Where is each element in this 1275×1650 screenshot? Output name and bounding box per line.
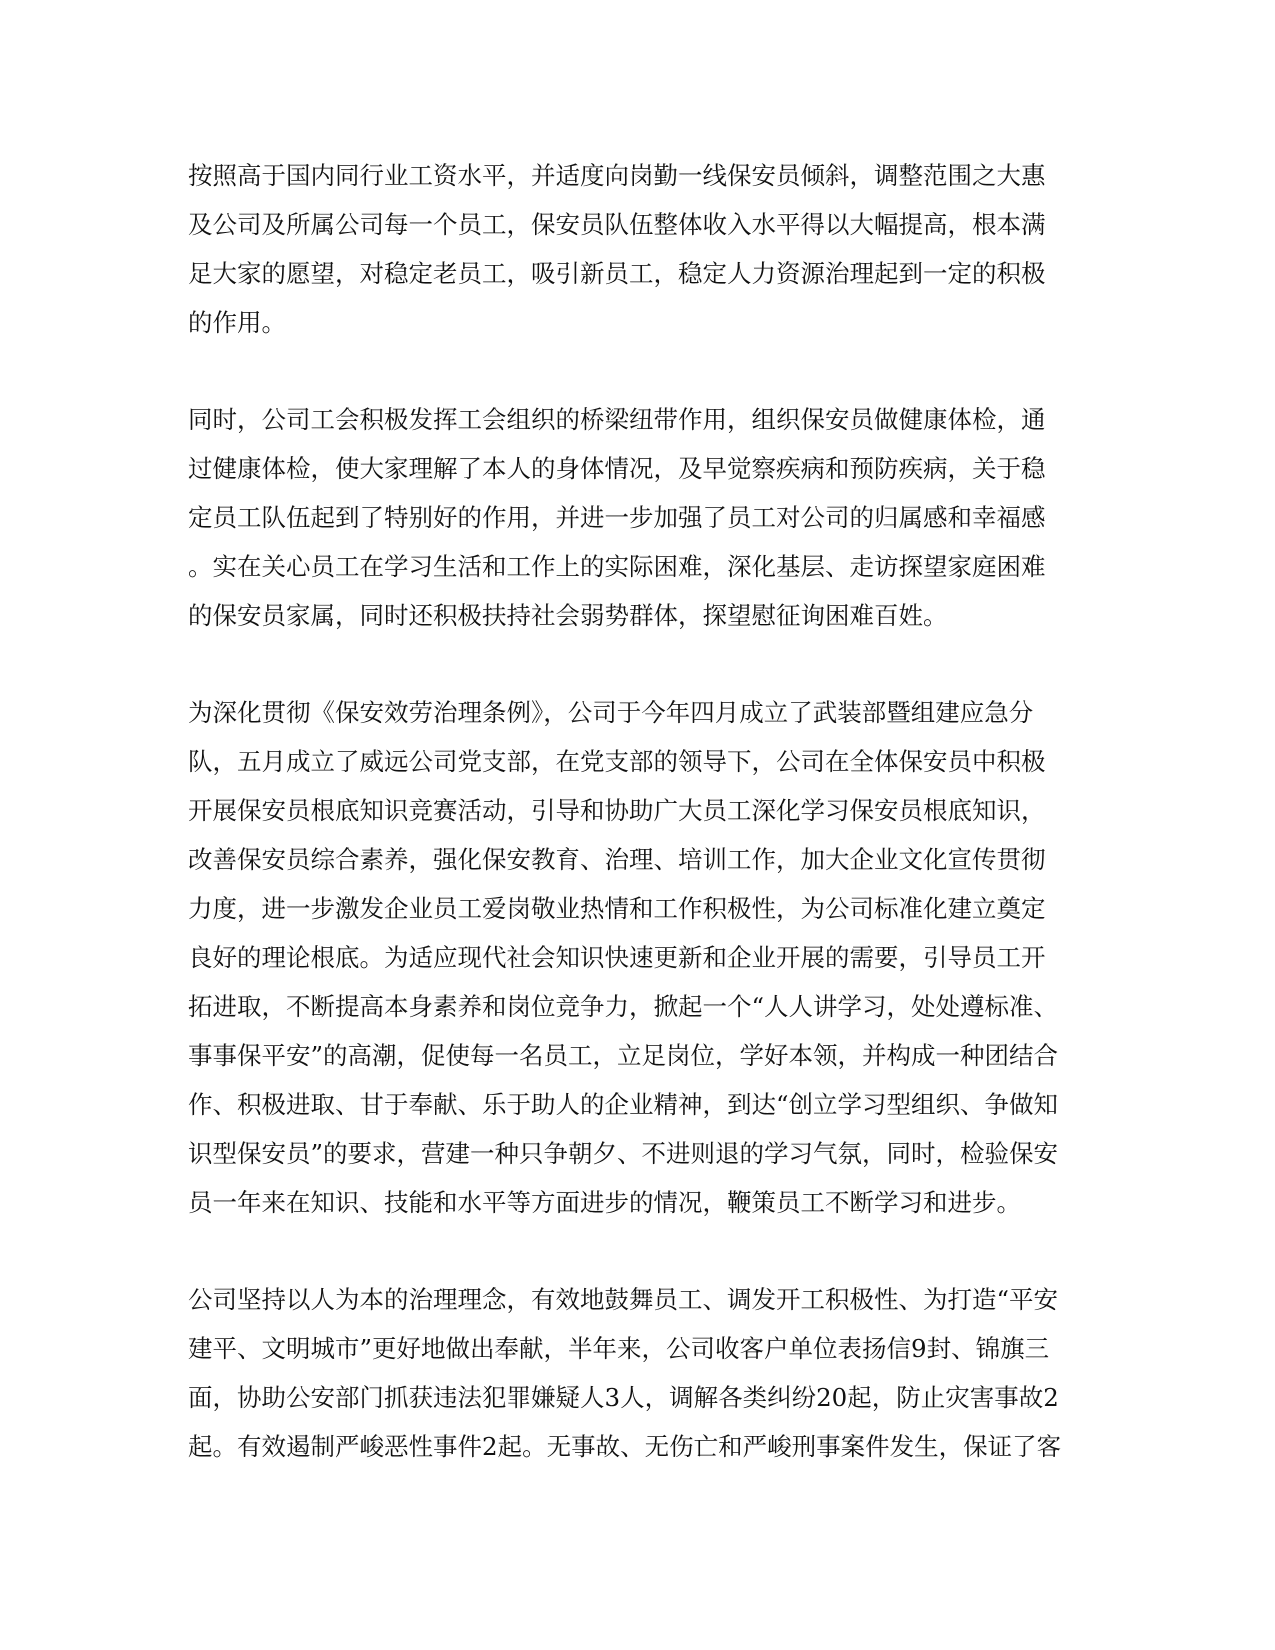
text-line: 员一年来在知识、技能和水平等方面进步的情况，鞭策员工不断学习和进步。 (188, 1188, 1021, 1217)
text-line: 识型保安员”的要求，营建一种只争朝夕、不进则退的学习气氛，同时，检验保安 (188, 1139, 1059, 1168)
document-body (188, 156, 1078, 1476)
text-line: 开展保安员根底知识竞赛活动，引导和协助广大员工深化学习保安员根底知识， (188, 796, 1046, 825)
paragraph-training-competition (188, 693, 1078, 1232)
text-line: 的作用。 (188, 308, 286, 337)
paragraph-salary-adjustment (188, 156, 1078, 352)
text-line: 公司坚持以人为本的治理理念，有效地鼓舞员工、调发开工积极性、为打造“平安 (188, 1285, 1059, 1314)
text-line: 面，协助公安部门抓获违法犯罪嫌疑人3人，调解各类纠纷20起，防止灾害事故2 (188, 1383, 1059, 1412)
text-line: 力度，进一步激发企业员工爱岗敬业热情和工作积极性，为公司标准化建立奠定 (188, 894, 1046, 923)
text-line: 的保安员家属，同时还积极扶持社会弱势群体，探望慰征询困难百姓。 (188, 601, 948, 630)
text-line: 事事保平安”的高潮，促使每一名员工，立足岗位，学好本领，并构成一种团结合 (188, 1041, 1059, 1070)
text-line: 按照高于国内同行业工资水平，并适度向岗勤一线保安员倾斜，调整范围之大惠 (188, 161, 1046, 190)
text-line: 足大家的愿望，对稳定老员工，吸引新员工，稳定人力资源治理起到一定的积极 (188, 259, 1046, 288)
text-line: 建平、文明城市”更好地做出奉献，半年来，公司收客户单位表扬信9封、锦旗三 (188, 1334, 1050, 1363)
text-line: 为深化贯彻《保安效劳治理条例》，公司于今年四月成立了武装部暨组建应急分 (188, 698, 1034, 727)
paragraph-health-checkup (188, 400, 1078, 645)
text-line: 同时，公司工会积极发挥工会组织的桥梁纽带作用，组织保安员做健康体检，通 (188, 405, 1046, 434)
text-line: 及公司及所属公司每一个员工，保安员队伍整体收入水平得以大幅提高，根本满 (188, 210, 1046, 239)
text-line: 改善保安员综合素养，强化保安教育、治理、培训工作，加大企业文化宣传贯彻 (188, 845, 1046, 874)
paragraph-achievements (188, 1280, 1078, 1476)
text-line: 队，五月成立了威远公司党支部，在党支部的领导下，公司在全体保安员中积极 (188, 747, 1046, 776)
text-line: 。实在关心员工在学习生活和工作上的实际困难，深化基层、走访探望家庭困难 (188, 552, 1046, 581)
text-line: 良好的理论根底。为适应现代社会知识快速更新和企业开展的需要，引导员工开 (188, 943, 1046, 972)
text-line: 过健康体检，使大家理解了本人的身体情况，及早觉察疾病和预防疾病，关于稳 (188, 454, 1046, 483)
text-line: 定员工队伍起到了特别好的作用，并进一步加强了员工对公司的归属感和幸福感 (188, 503, 1046, 532)
text-line: 起。有效遏制严峻恶性事件2起。无事故、无伤亡和严峻刑事案件发生，保证了客 (188, 1432, 1062, 1461)
text-line: 作、积极进取、甘于奉献、乐于助人的企业精神，到达“创立学习型组织、争做知 (188, 1090, 1059, 1119)
text-line: 拓进取，不断提高本身素养和岗位竞争力，掀起一个“人人讲学习，处处遵标准、 (188, 992, 1059, 1021)
